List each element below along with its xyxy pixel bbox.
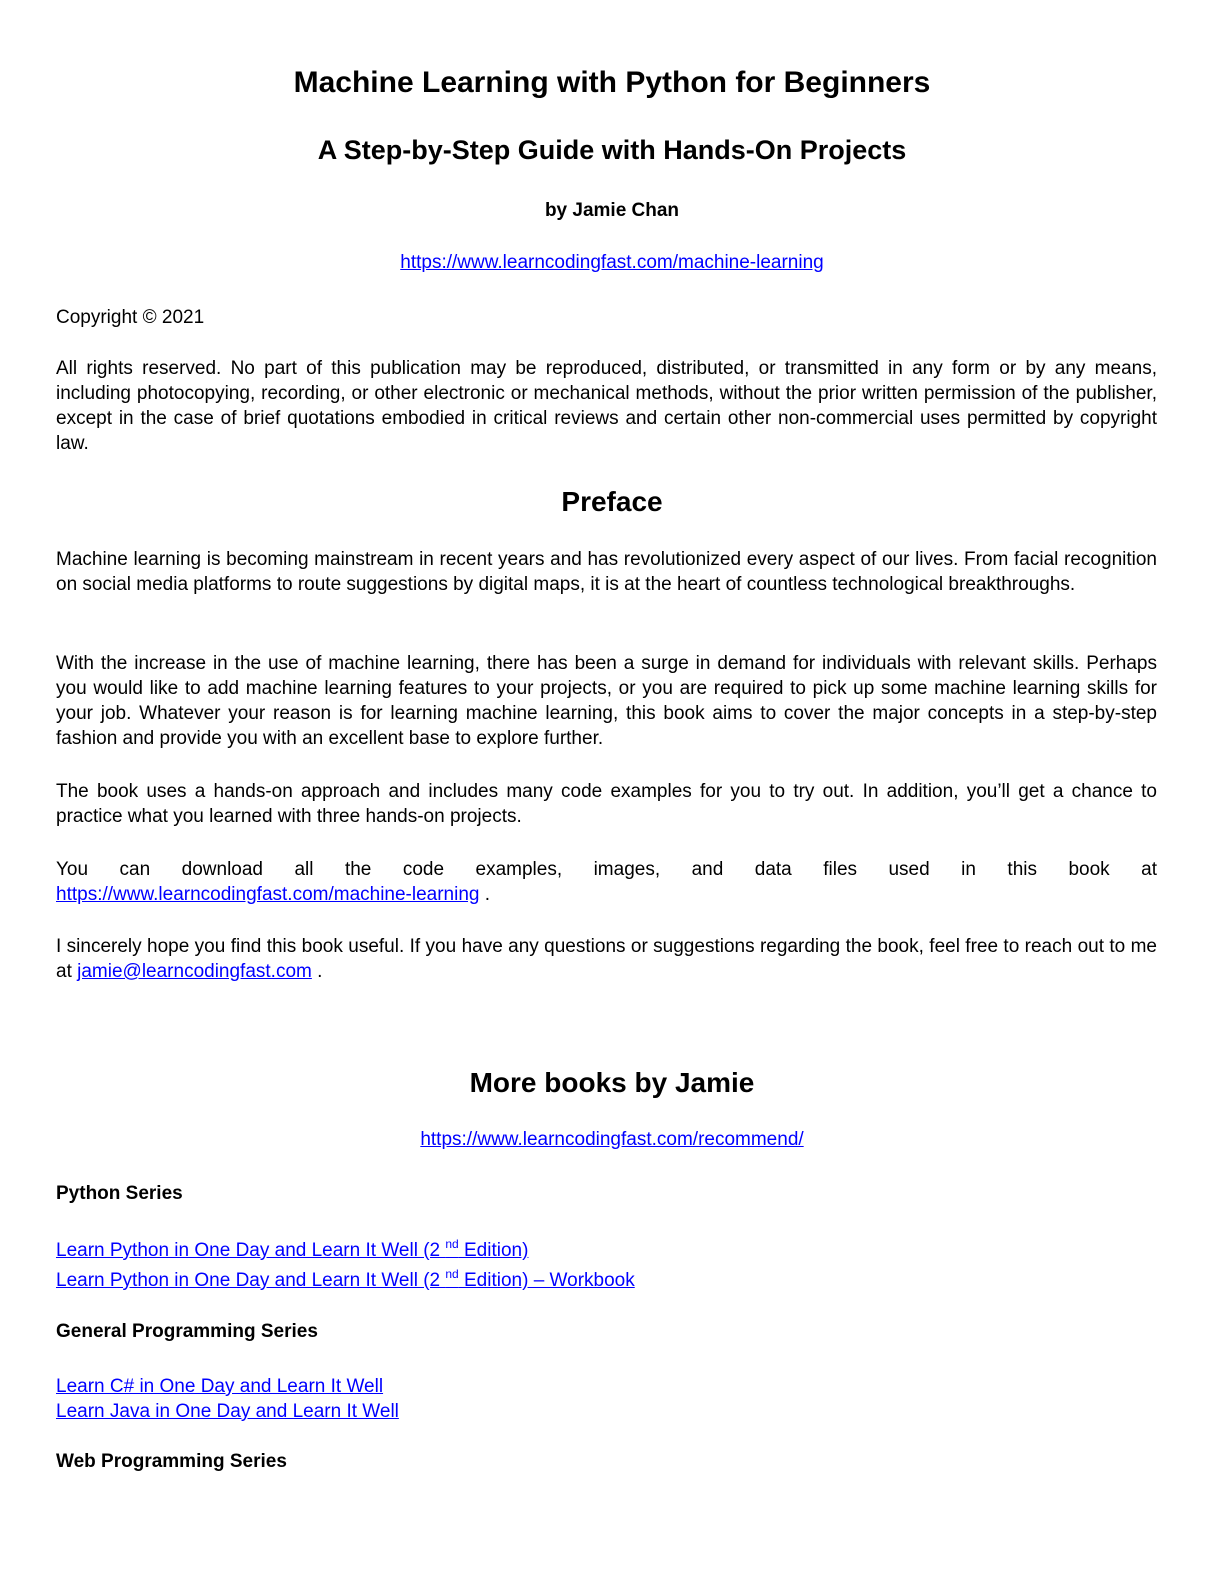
preface-paragraph-2: With the increase in the use of machine learning, there has been a surge in demand for individuals with relevant skills. Perhaps you would like to add machine learning features to your projects, or you are required to pick up some machine learning skills for your job. Whatever your reason is for learning machine learning, this book aims to cover the major concepts in a step-by-step fashion and provide you with an excellent base to explore further. bbox=[56, 653, 1157, 749]
book-link-java[interactable]: Learn Java in One Day and Learn It Well bbox=[56, 1401, 399, 1422]
preface-paragraph-3: The book uses a hands-on approach and includes many code examples for you to try out. In addition, you’ll get a chance to practice what you learned with three hands-on projects. bbox=[56, 781, 1157, 827]
period: . bbox=[311, 961, 323, 982]
superscript: nd bbox=[445, 1237, 459, 1251]
general-series-heading: General Programming Series bbox=[56, 1321, 318, 1342]
copyright-line: Copyright © 2021 bbox=[56, 307, 205, 328]
book-link-text: Learn Python in One Day and Learn It Well (2 bbox=[56, 1270, 446, 1291]
period: . bbox=[479, 884, 491, 905]
book-link-csharp[interactable]: Learn C# in One Day and Learn It Well bbox=[56, 1376, 384, 1397]
book-title: Machine Learning with Python for Beginners bbox=[293, 66, 931, 99]
author: by Jamie Chan bbox=[544, 200, 680, 221]
preface-paragraph-4-text: You can download all the code examples, images, and data files used in this book at bbox=[56, 859, 1157, 880]
book-link-text: Edition) bbox=[458, 1240, 529, 1261]
superscript: nd bbox=[445, 1267, 459, 1281]
book-link-python[interactable] bbox=[56, 1237, 529, 1261]
preface-paragraph-5 bbox=[56, 934, 1157, 984]
email-link[interactable]: jamie@learncodingfast.com bbox=[77, 961, 312, 982]
book-url-link[interactable]: https://www.learncodingfast.com/machine-learning bbox=[400, 252, 824, 273]
more-books-heading: More books by Jamie bbox=[469, 1067, 755, 1098]
copyright-notice: All rights reserved. No part of this publication may be reproduced, distributed, or transmitted in any form or by any means, including photocopying, recording, or other electronic or mechanical methods, without the prior written permission of the publisher, except in the case of brief quotations embodied in critical reviews and certain other non-commercial uses permitted by copyright law. bbox=[56, 358, 1157, 454]
book-link-python-workbook[interactable] bbox=[56, 1267, 635, 1291]
preface-paragraph-1: Machine learning is becoming mainstream in recent years and has revolutionized every aspect of our lives. From facial recognition on social media platforms to route suggestions by digital maps, it is at the heart of countless technological breakthroughs. bbox=[56, 549, 1157, 595]
preface-heading: Preface bbox=[561, 486, 663, 517]
book-link-text: Learn Python in One Day and Learn It Well (2 bbox=[56, 1240, 446, 1261]
recommend-url-link[interactable]: https://www.learncodingfast.com/recommend/ bbox=[420, 1129, 804, 1150]
preface-paragraph-4-link-line bbox=[56, 882, 490, 907]
preface-paragraph-5-text: I sincerely hope you find this book useful. If you have any questions or suggestions regarding the book, feel free to reach out to me at bbox=[56, 936, 1157, 982]
web-series-heading: Web Programming Series bbox=[56, 1451, 287, 1472]
python-series-heading: Python Series bbox=[56, 1183, 183, 1204]
book-subtitle: A Step-by-Step Guide with Hands-On Projects bbox=[317, 135, 907, 165]
book-link-text: Edition) – Workbook bbox=[458, 1270, 635, 1291]
download-url-link[interactable]: https://www.learncodingfast.com/machine-learning bbox=[56, 884, 480, 905]
